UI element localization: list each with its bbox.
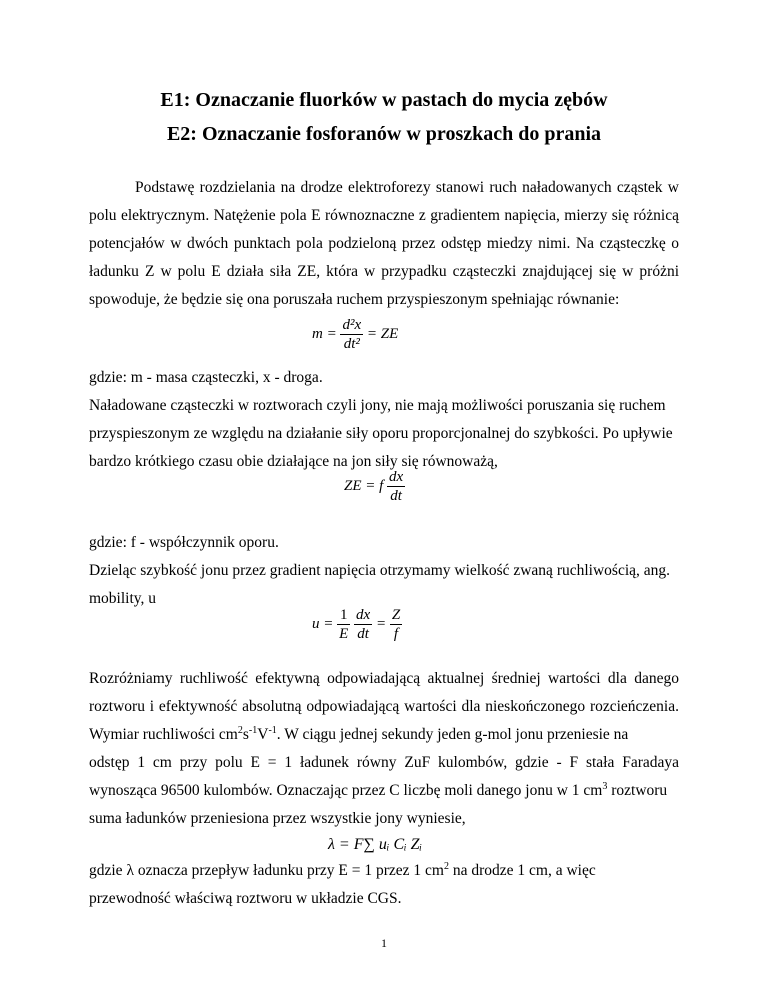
- eq-fraction: [387, 468, 405, 505]
- text-line: potencjałów w dwóch punktach pola podzieloną przez odstęp miedzy nimi. Na cząsteczkę o: [89, 235, 679, 252]
- equation-force-balance: [344, 468, 405, 505]
- text-line: suma ładunków przeniesiona przez wszystkie jony wyniesie,: [89, 810, 466, 827]
- title-e2: E2: Oznaczanie fosforanów w proszkach do prania: [166, 123, 602, 145]
- text-line: Podstawę rozdzielania na drodze elektroforezy stanowi ruch naładowanych cząstek w: [135, 179, 679, 196]
- eq-denominator: dt: [357, 626, 369, 642]
- text-line: polu elektrycznym. Natężenie pola E równoznaczne z gradientem napięcia, mierzy się różnicą: [89, 207, 679, 224]
- eq-denominator: dt²: [343, 336, 360, 352]
- equation-motion: [312, 316, 398, 353]
- title-e1: E1: Oznaczanie fluorków w pastach do mycia zębów: [160, 89, 608, 111]
- eq-denominator: f: [393, 626, 399, 642]
- text-line: przyspieszonym ze względu na działanie siły oporu proporcjonalnej do szybkości. Po upływie: [89, 425, 673, 442]
- paragraph-ions: [89, 364, 679, 476]
- text-line: Rozróżniamy ruchliwość efektywną odpowiadającą aktualnej średniej wartości dla danego: [89, 670, 679, 687]
- eq-denominator: E: [339, 626, 349, 642]
- text-line: mobility, u: [89, 590, 157, 607]
- text-line: wynosząca 96500 kulombów. Oznaczając przez C liczbę moli danego jonu w 1 $cm^3$ roztworu: [89, 780, 668, 799]
- text-line: odstęp 1 cm przy polu E = 1 ładunek równy ZuF kulombów, gdzie - F stała Faradaya: [89, 754, 679, 771]
- eq-numerator: d²x: [342, 317, 362, 333]
- text-line: spowoduje, że będzie się ona poruszała ruchem przyspieszonym spełniając równanie:: [89, 291, 620, 308]
- eq-fraction: [340, 316, 363, 353]
- paragraph-conductivity: [89, 857, 679, 913]
- paragraph-intro: [89, 174, 679, 314]
- eq-numerator: dx: [389, 469, 404, 485]
- equation-mobility: [312, 606, 402, 643]
- text-line: bardzo krótkiego czasu obie działające na jon siły się równoważą,: [89, 453, 498, 470]
- eq-fraction: [390, 606, 402, 643]
- text-line: roztworu i efektywność absolutną odpowiadającą wartości dla nieskończonego rozcieńczenia.: [89, 698, 679, 715]
- text-line: gdzie: f - współczynnik oporu.: [89, 534, 279, 551]
- paragraph-effective-mobility: [89, 665, 679, 833]
- text-line: ładunku Z w polu E działa siła ZE, która w przypadku cząsteczki znajdującej się w próżni: [89, 263, 679, 280]
- eq-numerator: dx: [356, 607, 371, 623]
- eq-equals: =: [375, 615, 387, 632]
- eq-numerator: 1: [337, 606, 350, 625]
- page-number: 1: [381, 936, 387, 950]
- paragraph-mobility: [89, 529, 679, 613]
- text-line: Naładowane cząsteczki w roztworach czyli jony, nie mają możliwości poruszania się ruchem: [89, 397, 666, 414]
- eq-fraction: [337, 606, 350, 643]
- eq-numerator: Z: [391, 607, 401, 623]
- text-line: gdzie λ oznacza przepływ ładunku przy E = 1 przez 1 $cm^2$ na drodze 1 cm, a więc: [89, 860, 596, 879]
- eq-denominator: dt: [390, 488, 402, 504]
- text-line: przewodność właściwą roztworu w układzie CGS.: [89, 890, 402, 907]
- eq-lhs: u =: [312, 615, 334, 632]
- equation-conductivity: λ = F∑ uᵢ Cᵢ Zᵢ: [328, 836, 423, 853]
- eq-lhs: m =: [312, 325, 337, 342]
- text-line: Wymiar ruchliwości $cm^2s^{-1}V^{-1}$. W ciągu jednej sekundy jeden g-mol jonu przeniesie na: [89, 724, 629, 743]
- eq-rhs: = ZE: [366, 325, 399, 342]
- eq-lhs: ZE = f: [344, 477, 384, 494]
- eq-fraction: [354, 606, 372, 643]
- text-line: gdzie: m - masa cząsteczki, x - droga.: [89, 369, 323, 386]
- text-line: Dzieląc szybkość jonu przez gradient napięcia otrzymamy wielkość zwaną ruchliwością, ang.: [89, 562, 671, 579]
